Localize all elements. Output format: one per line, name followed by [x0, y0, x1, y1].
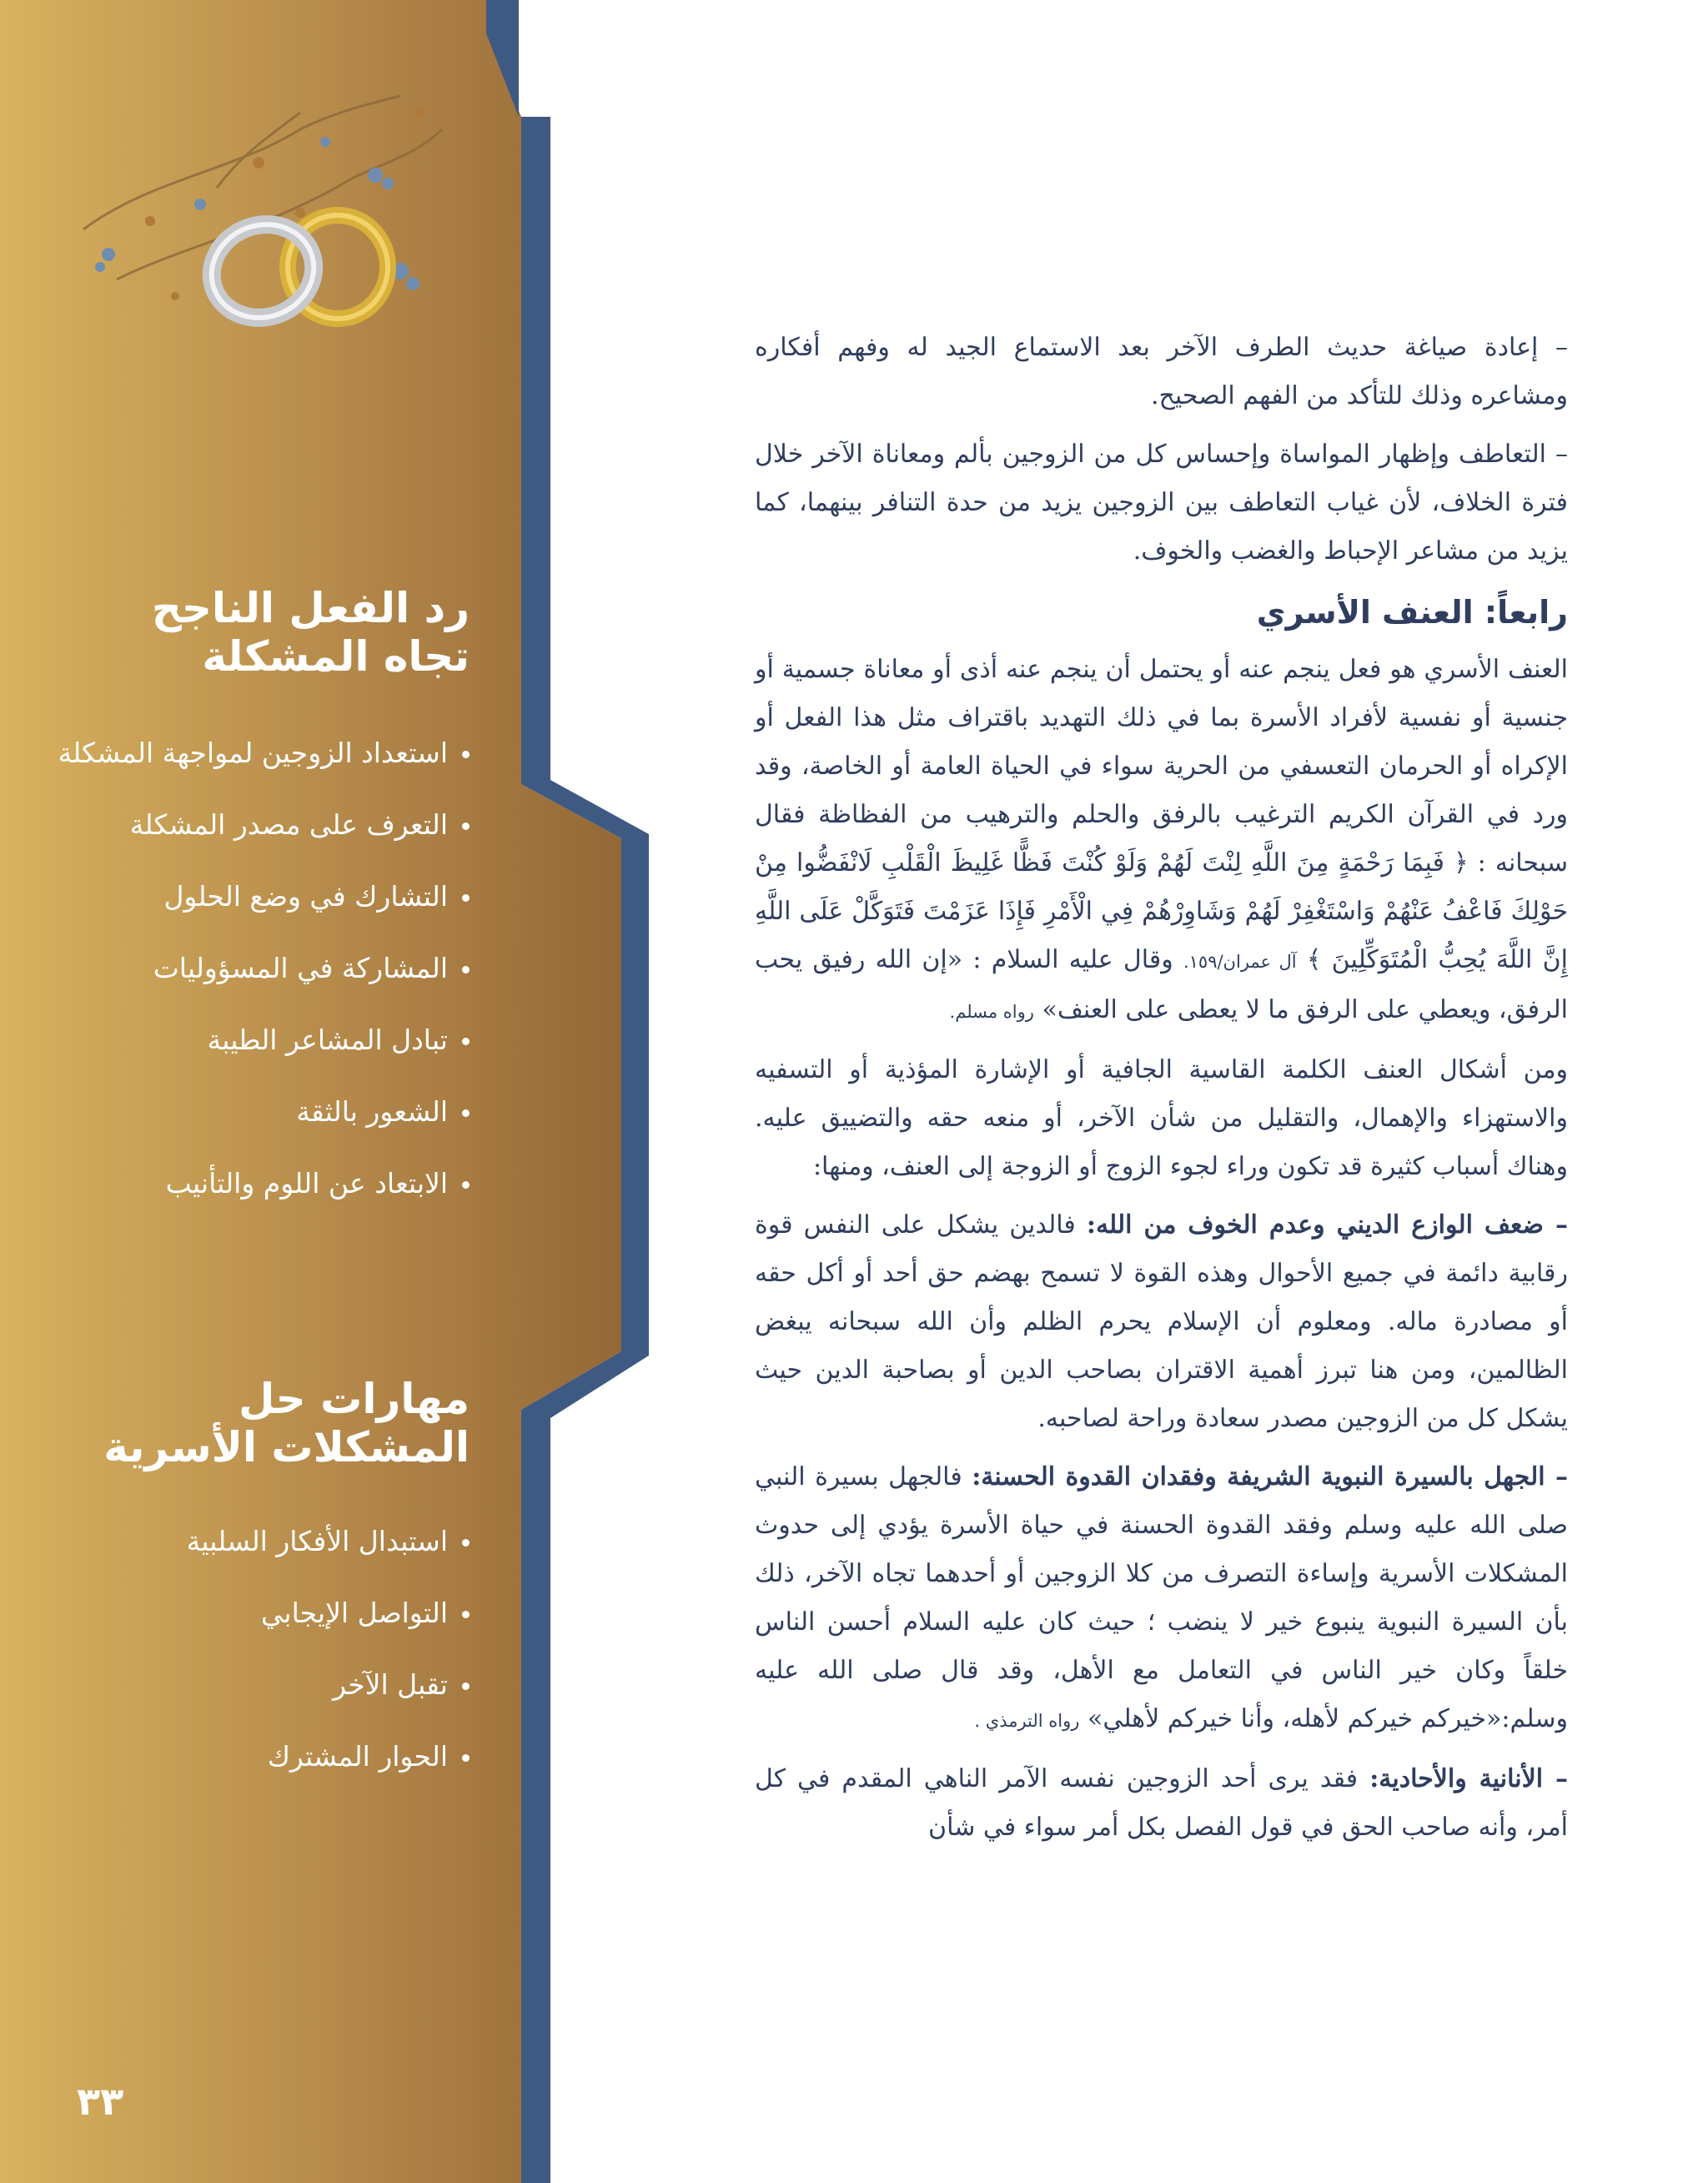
bullet-icon: [462, 1181, 470, 1189]
paragraph-ignorance-of-sira: [755, 1453, 1568, 1745]
wedding-rings-illustration: [50, 79, 467, 346]
sidebar-section1-title-line1: رد الفعل الناجح: [151, 584, 470, 632]
paragraph-selfishness: [755, 1755, 1568, 1852]
paragraph-rephrasing: – إعادة صياغة حديث الطرف الآخر بعد الاستماع الجيد له وفهم أفكاره ومشاعره وذلك للتأكد من الفهم الصحيح.: [755, 333, 1568, 410]
cause-text-ignorance: فالجهل بسيرة النبي صلى الله عليه وسلم وفقد القدوة الحسنة في حياة الأسرة يؤدي إلى حدوث المشكلات الأسرية وإساءة التصرف من كلا الزوجين أو أحدهما تجاه الآخر، ذلك بأن السيرة النبوية ينبوع خير لا ينضب ؛ حيث كان عليه السلام أحسن الناس خلقاً وكان خير الناس في التعامل مع الأهل، وقد قال صلى الله عليه وسلم:«خيركم خيركم لأهله، وأنا خيركم لأهلي»: [755, 1462, 1568, 1733]
bullet-icon: [462, 1109, 470, 1117]
bullet-icon: [462, 1683, 470, 1690]
section-heading-domestic-violence: رابعاً: العنف الأسري: [1256, 594, 1568, 631]
cause-heading-selfishness: – الأنانية والأحادية:: [1369, 1764, 1568, 1793]
paragraph-empathy: – التعاطف وإظهار المواساة وإحساس كل من الزوجين بألم ومعاناة الآخر خلال فترة الخلاف، لأن غياب التعاطف بين الزوجين يزيد من حدة التنافر بينهما، كما يزيد من مشاعر الإحباط والغضب والخوف.: [755, 440, 1568, 566]
list-item: الابتعاد عن اللوم والتأنيب: [36, 1160, 470, 1207]
bullet-icon: [462, 1754, 470, 1762]
hadith-reference-tirmidhi: رواه الترمذي .: [974, 1711, 1080, 1731]
paragraph-weak-faith: [755, 1201, 1568, 1443]
page-number: ٣٣: [77, 2079, 124, 2124]
sidebar-section2-title: [36, 1375, 470, 1471]
sidebar-section2-title-line2: المشكلات الأسرية: [103, 1423, 470, 1471]
bullet-icon: [462, 751, 470, 758]
list-item: استبدال الأفكار السلبية: [36, 1518, 470, 1565]
bullet-icon: [462, 1611, 470, 1618]
list-item: التواصل الإيجابي: [36, 1590, 470, 1637]
paragraph-definition: [755, 646, 1568, 1036]
bullet-icon: [462, 894, 470, 902]
list-item: التشارك في وضع الحلول: [36, 873, 470, 920]
cause-text-selfishness: فقد يرى أحد الزوجين نفسه الآمر الناهي المقدم في كل أمر، وأنه صاحب الحق في قول الفصل بكل أمر سواء في شأن: [755, 1764, 1568, 1842]
hadith-reference: رواه مسلم.: [949, 1002, 1034, 1022]
definition-text: العنف الأسري هو فعل ينجم عنه أو يحتمل أن ينجم عنه أذى أو معاناة جسمية أو جنسية أو نفسية لأفراد الأسرة بما في ذلك التهديد باقتراف مثل هذا الفعل أو الإكراه أو الحرمان التعسفي من الحرية سواء في الحياة العامة أو الخاصة، وقد ورد في القرآن الكريم الترغيب بالرفق والحلم والترهيب من الفظاظة فقال سبحانه :: [755, 655, 1568, 878]
quran-reference: آل عمران/١٥٩.: [1183, 952, 1297, 972]
bullet-icon: [462, 966, 470, 973]
list-item: استعداد الزوجين لمواجهة المشكلة: [36, 730, 470, 777]
list-item: الحوار المشترك: [36, 1733, 470, 1780]
list-item: التعرف على مصدر المشكلة: [36, 802, 470, 848]
list-item: المشاركة في المسؤوليات: [36, 945, 470, 992]
list-item: تبادل المشاعر الطيبة: [36, 1017, 470, 1064]
sidebar-section1-title-line2: تجاه المشكلة: [202, 632, 470, 681]
list-item: تقبل الآخر: [36, 1662, 470, 1708]
cause-heading-ignorance: – الجهل بالسيرة النبوية الشريفة وفقدان القدوة الحسنة:: [972, 1462, 1568, 1491]
sidebar-section1-list: [36, 730, 470, 1232]
hadith-text: وقال عليه السلام : «إن الله رفيق يحب الرفق، ويعطي على الرفق ما لا يعطى على العنف»: [755, 945, 1568, 1024]
sidebar-section2-title-line1: مهارات حل: [239, 1375, 470, 1423]
paragraph-forms-of-violence: ومن أشكال العنف الكلمة القاسية الجافية أو الإشارة المؤذية أو التسفيه والاستهزاء والإهمال، والتقليل من شأن الآخر، أو منعه حقه والتضييق عليه. وهناك أسباب كثيرة قد تكون وراء لجوء الزوج أو الزوجة إلى العنف، ومنها:: [755, 1055, 1568, 1181]
bullet-icon: [462, 1038, 470, 1045]
cause-text-weak-faith: فالدين يشكل على النفس قوة رقابية دائمة في جميع الأحوال وهذه القوة لا تسمح بهضم حق أحد أو أكل حقه أو مصادرة ماله. ومعلوم أن الإسلام يحرم الظلم وأن الله سبحانه يبغض الظالمين، ومن هنا تبرز أهمية الاقتران بصاحب الدين أو بصاحبة الدين حيث يشكل كل من الزوجين مصدر سعادة وراحة لصاحبه.: [755, 1210, 1568, 1433]
list-item: الشعور بالثقة: [36, 1089, 470, 1135]
bullet-icon: [462, 822, 470, 830]
bullet-icon: [462, 1539, 470, 1547]
main-text-column: [755, 324, 1568, 1862]
sidebar-section1-title: [36, 584, 470, 681]
cause-heading-weak-faith: – ضعف الوازع الديني وعدم الخوف من الله:: [1086, 1210, 1568, 1240]
sidebar-section2-list: [36, 1518, 470, 1805]
quran-verse: ﴿ فَبِمَا رَحْمَةٍ مِنَ اللَّهِ لِنْتَ لَهُمْ وَلَوْ كُنْتَ فَظًّا غَلِيظَ الْقَلْبِ لَانْفَضُّوا مِنْ حَوْلِكَ فَاعْفُ عَنْهُمْ وَاسْتَغْفِرْ لَهُمْ وَشَاوِرْهُمْ فِي الْأَمْرِ فَإِذَا عَزَمْتَ فَتَوَكَّلْ عَلَى اللَّهِ إِنَّ اللَّهَ يُحِبُّ الْمُتَوَكِّلِينَ ﴾: [755, 848, 1568, 974]
